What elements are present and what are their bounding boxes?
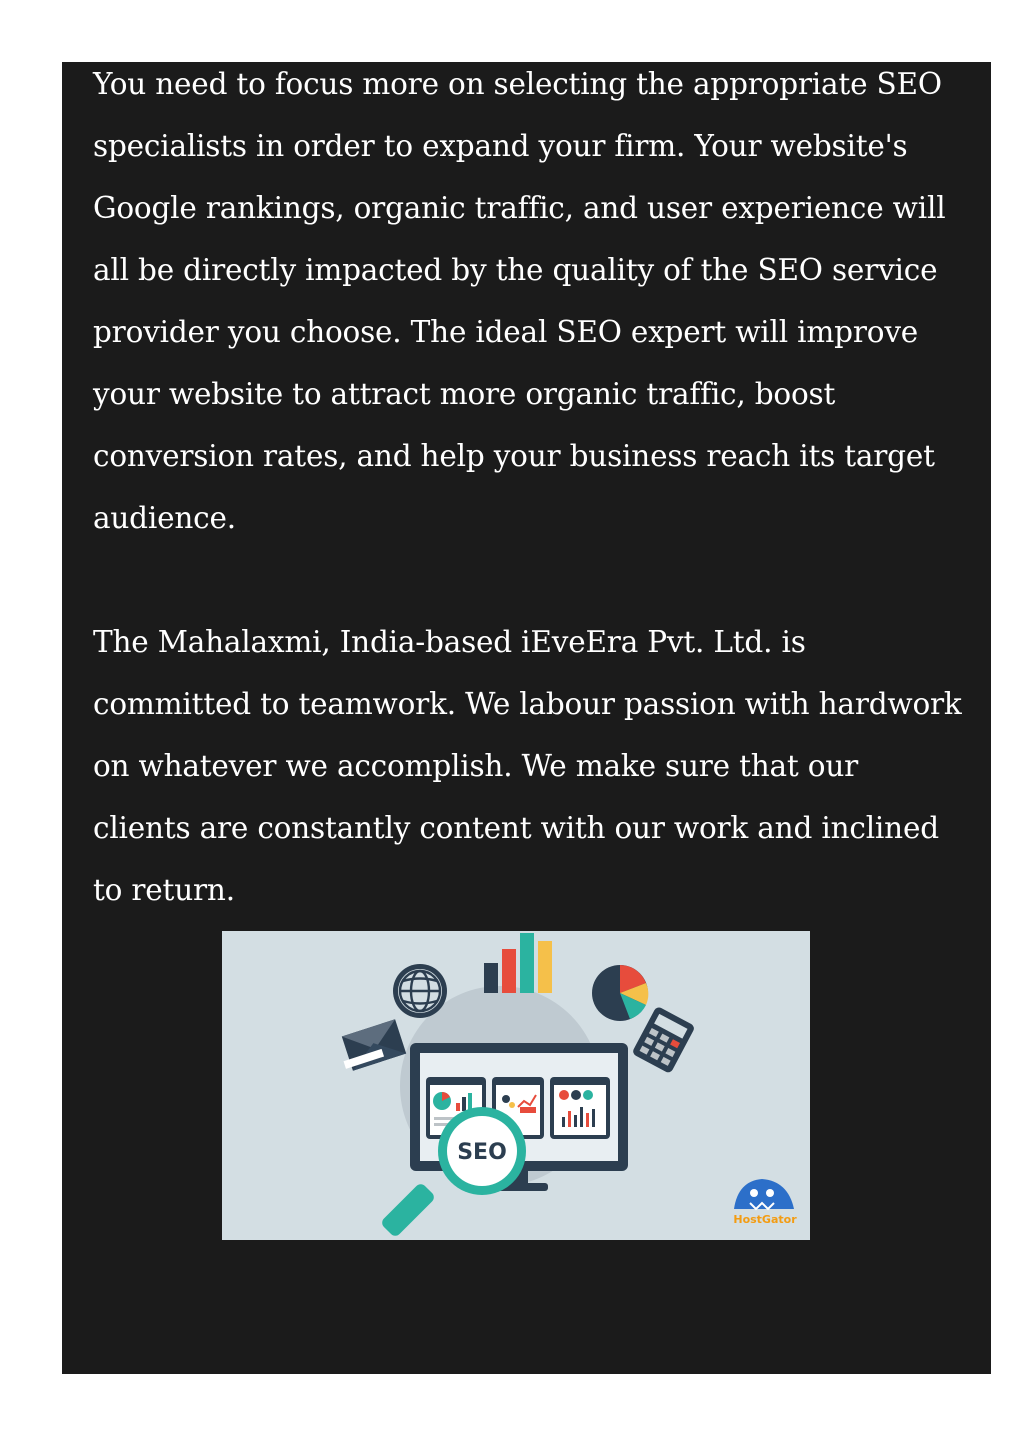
seo-illustration <box>222 931 810 1240</box>
hostgator-logo <box>733 1179 797 1226</box>
company-paragraph: The Mahalaxmi, India-based iEveEra Pvt. Ltd. is committed to teamwork. We labour passion with hardwork on whatever we accomplish. We make sure that our clients are constantly content with our work and inclined to return. <box>93 625 962 907</box>
pie-chart-icon <box>592 965 648 1021</box>
magnifier-icon <box>380 1107 526 1238</box>
intro-paragraph: You need to focus more on selecting the appropriate SEO specialists in order to expand your firm. Your website's Google rankings, organic traffic, and user experience will all be directly impacted by the quality of the SEO service provider you choose. The ideal SEO expert will improve your website to attract more organic traffic, boost conversion rates, and help your business reach its target audience. <box>93 67 946 535</box>
content-panel <box>62 62 991 1374</box>
envelope-icon <box>336 1019 406 1072</box>
bar-chart-icon <box>484 933 552 993</box>
globe-icon <box>393 964 447 1018</box>
calculator-icon <box>631 1006 695 1074</box>
seo-label: SEO <box>457 1140 507 1165</box>
brand-label: HostGator <box>733 1213 797 1226</box>
